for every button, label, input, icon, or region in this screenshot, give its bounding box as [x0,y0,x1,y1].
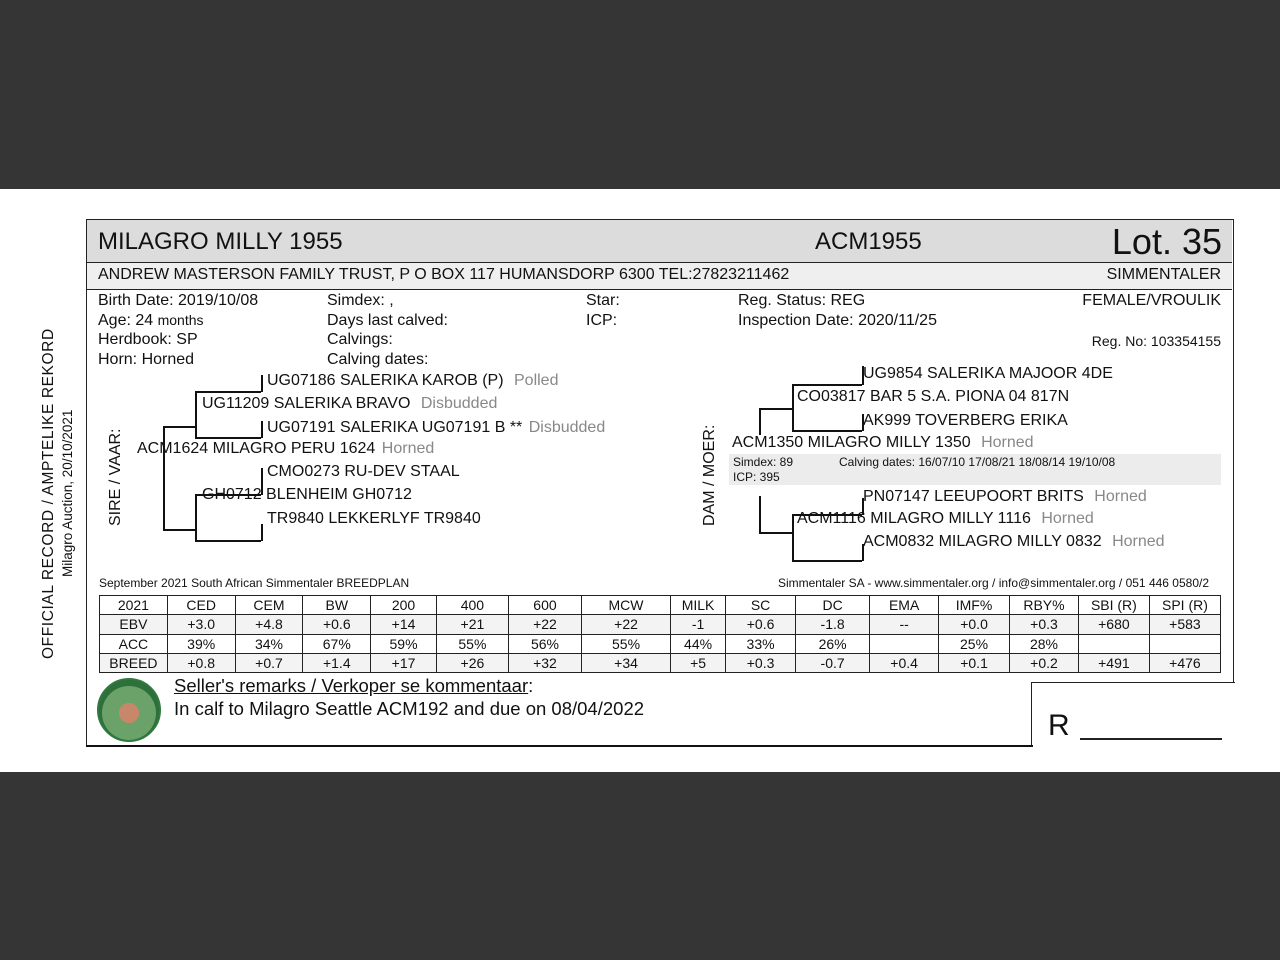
table-cell: +21 [436,615,508,634]
table-cell: 55% [436,634,508,653]
pedigree-name: UG07191 SALERIKA UG07191 B ** [267,419,523,436]
pedigree-status: Horned [981,434,1034,451]
sire-dam: GH0712 BLENHEIM GH0712 [202,486,412,503]
card-bottom-border [86,745,1033,747]
sire-connector [195,391,197,438]
table-cell: +0.0 [939,615,1010,634]
table-cell: +0.7 [235,653,303,672]
dam-simdex: Simdex: 89 [733,455,794,469]
pedigree-name: ACM1624 MILAGRO PERU 1624 [137,440,376,457]
owner-line: ANDREW MASTERSON FAMILY TRUST, P O BOX 117 HUMANSDORP 6300 TEL:27823211462 [98,266,790,283]
dam-sire: CO03817 BAR 5 S.A. PIONA 04 817N [797,388,1070,405]
birth-date: Birth Date: 2019/10/08 [98,292,259,309]
dam-connector [792,514,794,560]
table-cell: -- [870,615,939,634]
sire-label-text: SIRE / VAAR: [107,428,124,526]
auction-text: Milagro Auction, 20/10/2021 [60,409,75,577]
sire-sire-sire [267,372,558,390]
table-header-cell: MILK [671,596,726,615]
table-cell: 67% [303,634,371,653]
table-header-cell: DC [796,596,870,615]
table-cell: +1.4 [303,653,371,672]
document-paper [0,189,1280,772]
dam-connector [759,496,761,533]
dam-label [701,425,719,526]
official-record-caption [40,328,58,659]
age-value: Age: 24 [98,312,154,329]
age-unit: months [157,312,204,328]
sire-connector [163,529,195,531]
lot-number: Lot. 35 [1111,221,1222,262]
dam-connector [792,384,862,386]
table-cell: +14 [371,615,437,634]
table-cell: +0.6 [726,615,796,634]
table-cell: +32 [508,653,581,672]
table-cell: +22 [508,615,581,634]
table-header-cell: SPI (R) [1149,596,1220,615]
dam-sire-dam: AK999 TOVERBERG ERIKA [863,412,1068,429]
table-cell [870,634,939,653]
table-cell: +680 [1078,615,1149,634]
table-cell: +17 [371,653,437,672]
table-cell: 26% [796,634,870,653]
pedigree-status: Disbudded [528,419,606,436]
table-row-label: 2021 [100,596,168,615]
dam-connector [759,532,793,534]
table-cell: 28% [1010,634,1079,653]
lot-card [86,219,1234,746]
age [98,312,204,330]
table-row-label: EBV [100,615,168,634]
table-cell: +0.8 [167,653,235,672]
sire-connector [261,524,263,541]
pedigree-name: ACM1350 MILAGRO MILLY 1350 [732,434,971,451]
sire-dam-sire: CMO0273 RU-DEV STAAL [267,463,460,480]
reg-status: Reg. Status: REG [738,292,866,309]
pedigree-name: PN07147 LEEUPOORT BRITS [863,488,1084,505]
table-row [100,653,1221,672]
table-header-cell: SBI (R) [1078,596,1149,615]
table-cell: +22 [582,615,671,634]
horn-status: Horn: Horned [98,351,195,368]
sire-connector [163,426,195,428]
table-cell: +476 [1149,653,1220,672]
pedigree-status: Horned [1041,510,1094,527]
herdbook: Herdbook: SP [98,331,198,348]
table-cell: 56% [508,634,581,653]
dam-connector [792,560,862,562]
sire-connector [195,437,261,439]
dam-stats-box [729,454,1221,485]
table-cell: +491 [1078,653,1149,672]
pedigree-name: UG11209 SALERIKA BRAVO [202,395,411,412]
dam-dam-sire [863,488,1147,506]
pedigree-name: ACM0832 MILAGRO MILLY 0832 [863,533,1102,550]
calvings: Calvings: [327,331,393,348]
pedigree-status: Horned [381,440,435,457]
simdex: Simdex: , [327,292,394,309]
breedplan-contact: Simmentaler SA - www.simmentaler.org / info@simmentaler.org / 051 446 0580/2 [777,576,1209,590]
dam-connector [759,408,761,435]
table-header-cell: IMF% [939,596,1010,615]
table-cell: +0.3 [1010,615,1079,634]
table-cell [1149,634,1220,653]
dam-calving-dates: Calving dates: 16/07/10 17/08/21 18/08/14 19/10/08 [839,455,1116,469]
dam-pedigree [687,365,1232,570]
dam-connector [792,384,794,431]
table-cell: 55% [582,634,671,653]
table-cell: +0.4 [870,653,939,672]
table-header-cell: BW [303,596,371,615]
breed-name: SIMMENTALER [1106,266,1221,283]
sire-connector [261,375,263,392]
price-field[interactable] [1080,738,1222,740]
table-header-cell: 200 [371,596,437,615]
sire-connector [195,540,261,542]
dam-dam-dam [863,533,1165,551]
table-row-label: BREED [100,653,168,672]
calving-dates: Calving dates: [327,351,429,368]
pedigree-status: Horned [1112,533,1165,550]
pedigree-status: Disbudded [420,395,498,412]
table-cell: +0.2 [1010,653,1079,672]
table-header-cell: RBY% [1010,596,1079,615]
days-last-calved: Days last calved: [327,312,448,329]
sire-dam-dam: TR9840 LEKKERLYF TR9840 [267,510,481,527]
sire-label [107,428,125,526]
table-header-cell: 600 [508,596,581,615]
dam-dam [797,510,1094,528]
table-cell: +3.0 [167,615,235,634]
inspection-date: Inspection Date: 2020/11/25 [738,312,937,329]
sire-sire [202,395,497,413]
table-row [100,634,1221,653]
animal-id: ACM1955 [815,228,922,255]
remarks-text: In calf to Milagro Seattle ACM192 and due on 08/04/2022 [174,698,645,719]
pedigree-status: Polled [514,372,559,389]
table-cell: 25% [939,634,1010,653]
info-block [87,290,1232,370]
table-cell: +583 [1149,615,1220,634]
dam-connector [792,430,862,432]
table-cell: 59% [371,634,437,653]
table-row [100,615,1221,634]
table-header-row [100,596,1221,615]
price-box [1031,682,1235,747]
pedigree-name: UG07186 SALERIKA KAROB (P) [267,372,504,389]
sire-main [137,440,434,458]
table-cell: +34 [582,653,671,672]
table-header-cell: 400 [436,596,508,615]
table-cell: +26 [436,653,508,672]
table-header-cell: CEM [235,596,303,615]
sire-connector [195,391,261,393]
table-header-cell: CED [167,596,235,615]
title-bar [87,220,1232,263]
table-cell: 33% [726,634,796,653]
table-cell: +0.6 [303,615,371,634]
table-cell: +4.8 [235,615,303,634]
official-record-text: OFFICIAL RECORD / AMPTELIKE REKORD [40,328,57,659]
price-label: R [1048,709,1070,742]
dam-label-text: DAM / MOER: [701,424,718,526]
ebv-table [99,595,1221,673]
table-header-cell: SC [726,596,796,615]
animal-name: MILAGRO MILLY 1955 [98,228,343,255]
dam-main [732,434,1034,452]
remarks-title [174,675,533,697]
table-header-cell: MCW [582,596,671,615]
table-cell: -0.7 [796,653,870,672]
table-cell: 39% [167,634,235,653]
pedigree-name: ACM1116 MILAGRO MILLY 1116 [797,510,1031,527]
sex: FEMALE/VROULIK [1082,292,1221,309]
simmentaler-logo [97,678,161,742]
auction-caption [60,377,75,577]
pedigree-status: Horned [1094,488,1147,505]
table-cell: 34% [235,634,303,653]
star: Star: [586,292,620,309]
owner-bar [87,263,1232,290]
sire-sire-dam [267,419,605,437]
sire-connector [261,421,263,438]
table-header-cell: EMA [870,596,939,615]
breedplan-caption: September 2021 South African Simmentaler BREEDPLAN [99,576,410,590]
dam-sire-sire: UG9854 SALERIKA MAJOOR 4DE [863,365,1113,382]
table-cell [1078,634,1149,653]
table-cell: +0.3 [726,653,796,672]
sire-pedigree [87,370,687,570]
table-cell: +5 [671,653,726,672]
table-cell: -1 [671,615,726,634]
table-cell: 44% [671,634,726,653]
reg-no: Reg. No: 103354155 [1091,333,1221,349]
table-cell: -1.8 [796,615,870,634]
remarks-title-text: Seller's remarks / Verkoper se kommentaar [174,675,529,696]
dam-connector [759,408,793,410]
table-row-label: ACC [100,634,168,653]
icp: ICP: [586,312,618,329]
dam-icp: ICP: 395 [733,470,780,484]
table-cell: +0.1 [939,653,1010,672]
sire-connector [195,494,197,541]
remarks-colon: : [528,675,534,696]
